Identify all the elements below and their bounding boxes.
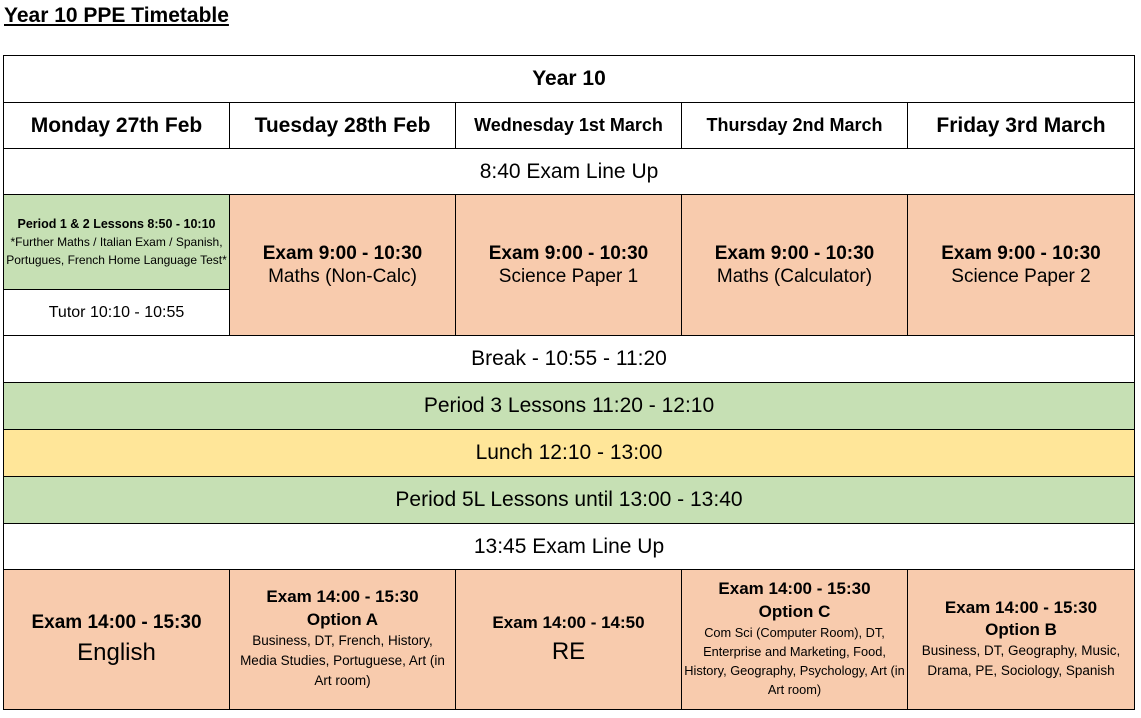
day-header-wednesday: Wednesday 1st March bbox=[456, 103, 682, 149]
exam-option-subjects: Com Sci (Computer Room), DT, Enterprise and Marketing, Food, History, Geography, Psychology, Art (in Art room) bbox=[684, 624, 905, 698]
page-title: Year 10 PPE Timetable bbox=[4, 4, 229, 27]
exam-friday-pm bbox=[908, 570, 1135, 710]
exam-time: Exam 14:00 - 15:30 bbox=[718, 579, 871, 599]
period5-band: Period 5L Lessons until 13:00 - 13:40 bbox=[4, 477, 1135, 524]
exam-thursday-pm bbox=[682, 570, 908, 710]
monday-tutor: Tutor 10:10 - 10:55 bbox=[4, 290, 230, 336]
exam-time: Exam 9:00 - 10:30 bbox=[488, 242, 649, 264]
period5-row bbox=[4, 477, 1135, 524]
pm-exam-row bbox=[4, 570, 1135, 710]
monday-period-note: *Further Maths / Italian Exam / Spanish, Portugues, French Home Language Test* bbox=[6, 235, 227, 268]
exam-option-subjects: Business, DT, Geography, Music, Drama, PE, Sociology, Spanish bbox=[921, 642, 1121, 679]
exam-time: Exam 14:00 - 15:30 bbox=[944, 597, 1098, 617]
lunch-band: Lunch 12:10 - 13:00 bbox=[4, 430, 1135, 477]
day-header-tuesday: Tuesday 28th Feb bbox=[230, 103, 456, 149]
monday-period-1-2 bbox=[4, 195, 230, 290]
exam-time: Exam 14:00 - 15:30 bbox=[266, 587, 419, 607]
exam-wednesday-am bbox=[456, 195, 682, 336]
exam-option-subjects: Business, DT, French, History, Media Studies, Portuguese, Art (in Art room) bbox=[240, 632, 445, 689]
day-header-thursday: Thursday 2nd March bbox=[682, 103, 908, 149]
period3-band: Period 3 Lessons 11:20 - 12:10 bbox=[4, 383, 1135, 430]
am-exam-row bbox=[4, 195, 1135, 290]
exam-wednesday-pm bbox=[456, 570, 682, 710]
exam-option: Option B bbox=[985, 620, 1057, 640]
exam-time: Exam 14:00 - 14:50 bbox=[492, 612, 645, 632]
exam-time: Exam 9:00 - 10:30 bbox=[262, 242, 423, 264]
day-header-monday: Monday 27th Feb bbox=[4, 103, 230, 149]
lunch-row bbox=[4, 430, 1135, 477]
exam-thursday-am bbox=[682, 195, 908, 336]
exam-monday-pm bbox=[4, 570, 230, 710]
break-band: Break - 10:55 - 11:20 bbox=[4, 336, 1135, 383]
exam-friday-am bbox=[908, 195, 1135, 336]
am-lineup: 8:40 Exam Line Up bbox=[4, 149, 1135, 195]
period3-row bbox=[4, 383, 1135, 430]
exam-tuesday-am bbox=[230, 195, 456, 336]
pm-lineup: 13:45 Exam Line Up bbox=[4, 524, 1135, 570]
exam-subject: Science Paper 2 bbox=[951, 266, 1091, 287]
year-header: Year 10 bbox=[4, 56, 1135, 103]
exam-subject: Science Paper 1 bbox=[498, 266, 639, 287]
exam-time: Exam 9:00 - 10:30 bbox=[714, 242, 875, 264]
exam-subject: RE bbox=[551, 638, 586, 666]
monday-period-title: Period 1 & 2 Lessons 8:50 - 10:10 bbox=[17, 216, 216, 231]
pm-lineup-row bbox=[4, 524, 1135, 570]
break-row bbox=[4, 336, 1135, 383]
year-header-row bbox=[4, 56, 1135, 103]
exam-option: Option A bbox=[306, 610, 379, 630]
day-header-row bbox=[4, 103, 1135, 149]
exam-tuesday-pm bbox=[230, 570, 456, 710]
exam-subject: English bbox=[77, 639, 156, 667]
timetable bbox=[3, 55, 1135, 710]
exam-time: Exam 14:00 - 15:30 bbox=[31, 612, 202, 634]
am-lineup-row bbox=[4, 149, 1135, 195]
exam-time: Exam 9:00 - 10:30 bbox=[941, 242, 1101, 264]
exam-subject: Maths (Calculator) bbox=[716, 266, 873, 287]
exam-subject: Maths (Non-Calc) bbox=[268, 266, 417, 287]
day-header-friday: Friday 3rd March bbox=[908, 103, 1135, 149]
exam-option: Option C bbox=[758, 602, 831, 622]
